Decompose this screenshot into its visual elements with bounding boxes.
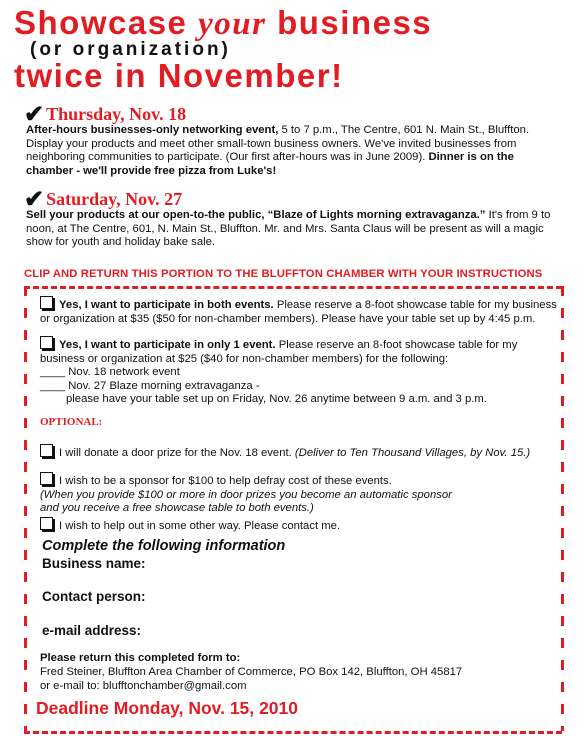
checkmark-icon: ✔ [24, 102, 45, 128]
event-lead: After-hours businesses-only networking event, [26, 124, 279, 136]
checkbox-one-event[interactable] [40, 336, 53, 349]
choice-nov-27-note: please have your table set up on Friday, Nov. 26 anytime between 9 a.m. and 3 p.m. [66, 393, 487, 406]
event-heading-saturday [24, 187, 183, 213]
option-one-text: Please reserve an 8-foot showcase table for my business or organization at $25 ($40 for non-chamber members) for the following: [40, 339, 518, 365]
checkmark-icon: ✔ [24, 187, 45, 213]
event-date: Saturday, Nov. 27 [46, 189, 183, 209]
sponsor-note-1: (When you provide $100 or more in door prizes you become an automatic sponsor [40, 488, 452, 501]
door-prize-note: (Deliver to Ten Thousand Villages, by Nov. 15.) [294, 447, 531, 459]
event-body: 5 to 7 p.m., The Centre, 601 N. Main St., Bluffton. Display your products and meet other small-town business owners. We've invited businesses from neighboring communities to participate. (Our first after-hours was in June 2009). [26, 124, 530, 164]
choice-nov-27[interactable]: ____ Nov. 27 Blaze morning extravaganza - [40, 379, 260, 392]
checkbox-sponsor[interactable] [40, 472, 53, 485]
form-heading: Complete the following information [42, 538, 286, 554]
option-sponsor [40, 472, 558, 516]
clip-border-left [24, 286, 27, 731]
return-address: Fred Steiner, Bluffton Area Chamber of Commerce, PO Box 142, Bluffton, OH 45817 [40, 665, 463, 678]
clip-border-right [561, 286, 564, 731]
deadline: Deadline Monday, Nov. 15, 2010 [36, 698, 298, 718]
title-text-end: business [266, 4, 433, 41]
checkbox-both-events[interactable] [40, 296, 53, 309]
checkbox-door-prize[interactable] [40, 444, 53, 457]
sponsor-note-2: and you receive a free showcase table to both events.) [40, 502, 314, 515]
title-text: Showcase [14, 4, 199, 41]
event-tail: Dinner is on the chamber - we'll provide free pizza from Luke's! [26, 151, 514, 177]
title-line-3: twice in November! [14, 57, 344, 94]
event-lead: Sell your products at our open-to-the public, “Blaze of Lights morning extravaganza.” [26, 209, 486, 221]
sponsor-text: I wish to be a sponsor for $100 to help defray cost of these events. [59, 475, 392, 487]
event-description-thursday [26, 124, 562, 178]
option-one-bold: Yes, I want to participate in only 1 event. [59, 339, 276, 351]
title-line-2: (or organization) [30, 39, 231, 60]
return-heading: Please return this completed form to: [40, 652, 241, 664]
event-body: It's from 9 to noon, at The Centre, 601, N. Main St., Bluffton. Mr. and Mrs. Santa Claus will be present as will a magic show for youth and holiday bake sale. [26, 209, 551, 249]
option-both-bold: Yes, I want to participate in both events. [59, 299, 274, 311]
contact-person-field[interactable]: Contact person: [42, 589, 146, 604]
return-info [40, 652, 560, 693]
checkbox-help[interactable] [40, 517, 53, 530]
optional-label: OPTIONAL: [40, 416, 103, 428]
event-heading-thursday [24, 102, 187, 128]
business-name-field[interactable]: Business name: [42, 556, 146, 571]
option-both-events [40, 296, 558, 326]
option-both-text: Please reserve a 8-foot showcase table for my business or organization at $35 ($50 for non-chamber members). Please have your table set up by 4:45 p.m. [40, 299, 557, 325]
return-email: or e-mail to: blufftonchamber@gmail.com [40, 679, 247, 692]
event-date: Thursday, Nov. 18 [46, 104, 187, 124]
help-text: I wish to help out in some other way. Please contact me. [59, 520, 341, 532]
door-prize-text: I will donate a door prize for the Nov. 18 event. [59, 447, 295, 459]
option-door-prize [40, 444, 558, 461]
email-field[interactable]: e-mail address: [42, 623, 142, 638]
option-help [40, 517, 558, 534]
title-emphasis: your [198, 6, 267, 42]
option-one-event [40, 336, 558, 407]
choice-nov-18[interactable]: ____ Nov. 18 network event [40, 366, 180, 379]
event-description-saturday [26, 209, 562, 250]
clip-heading: CLIP AND RETURN THIS PORTION TO THE BLUFFTON CHAMBER WITH YOUR INSTRUCTIONS [24, 268, 543, 280]
